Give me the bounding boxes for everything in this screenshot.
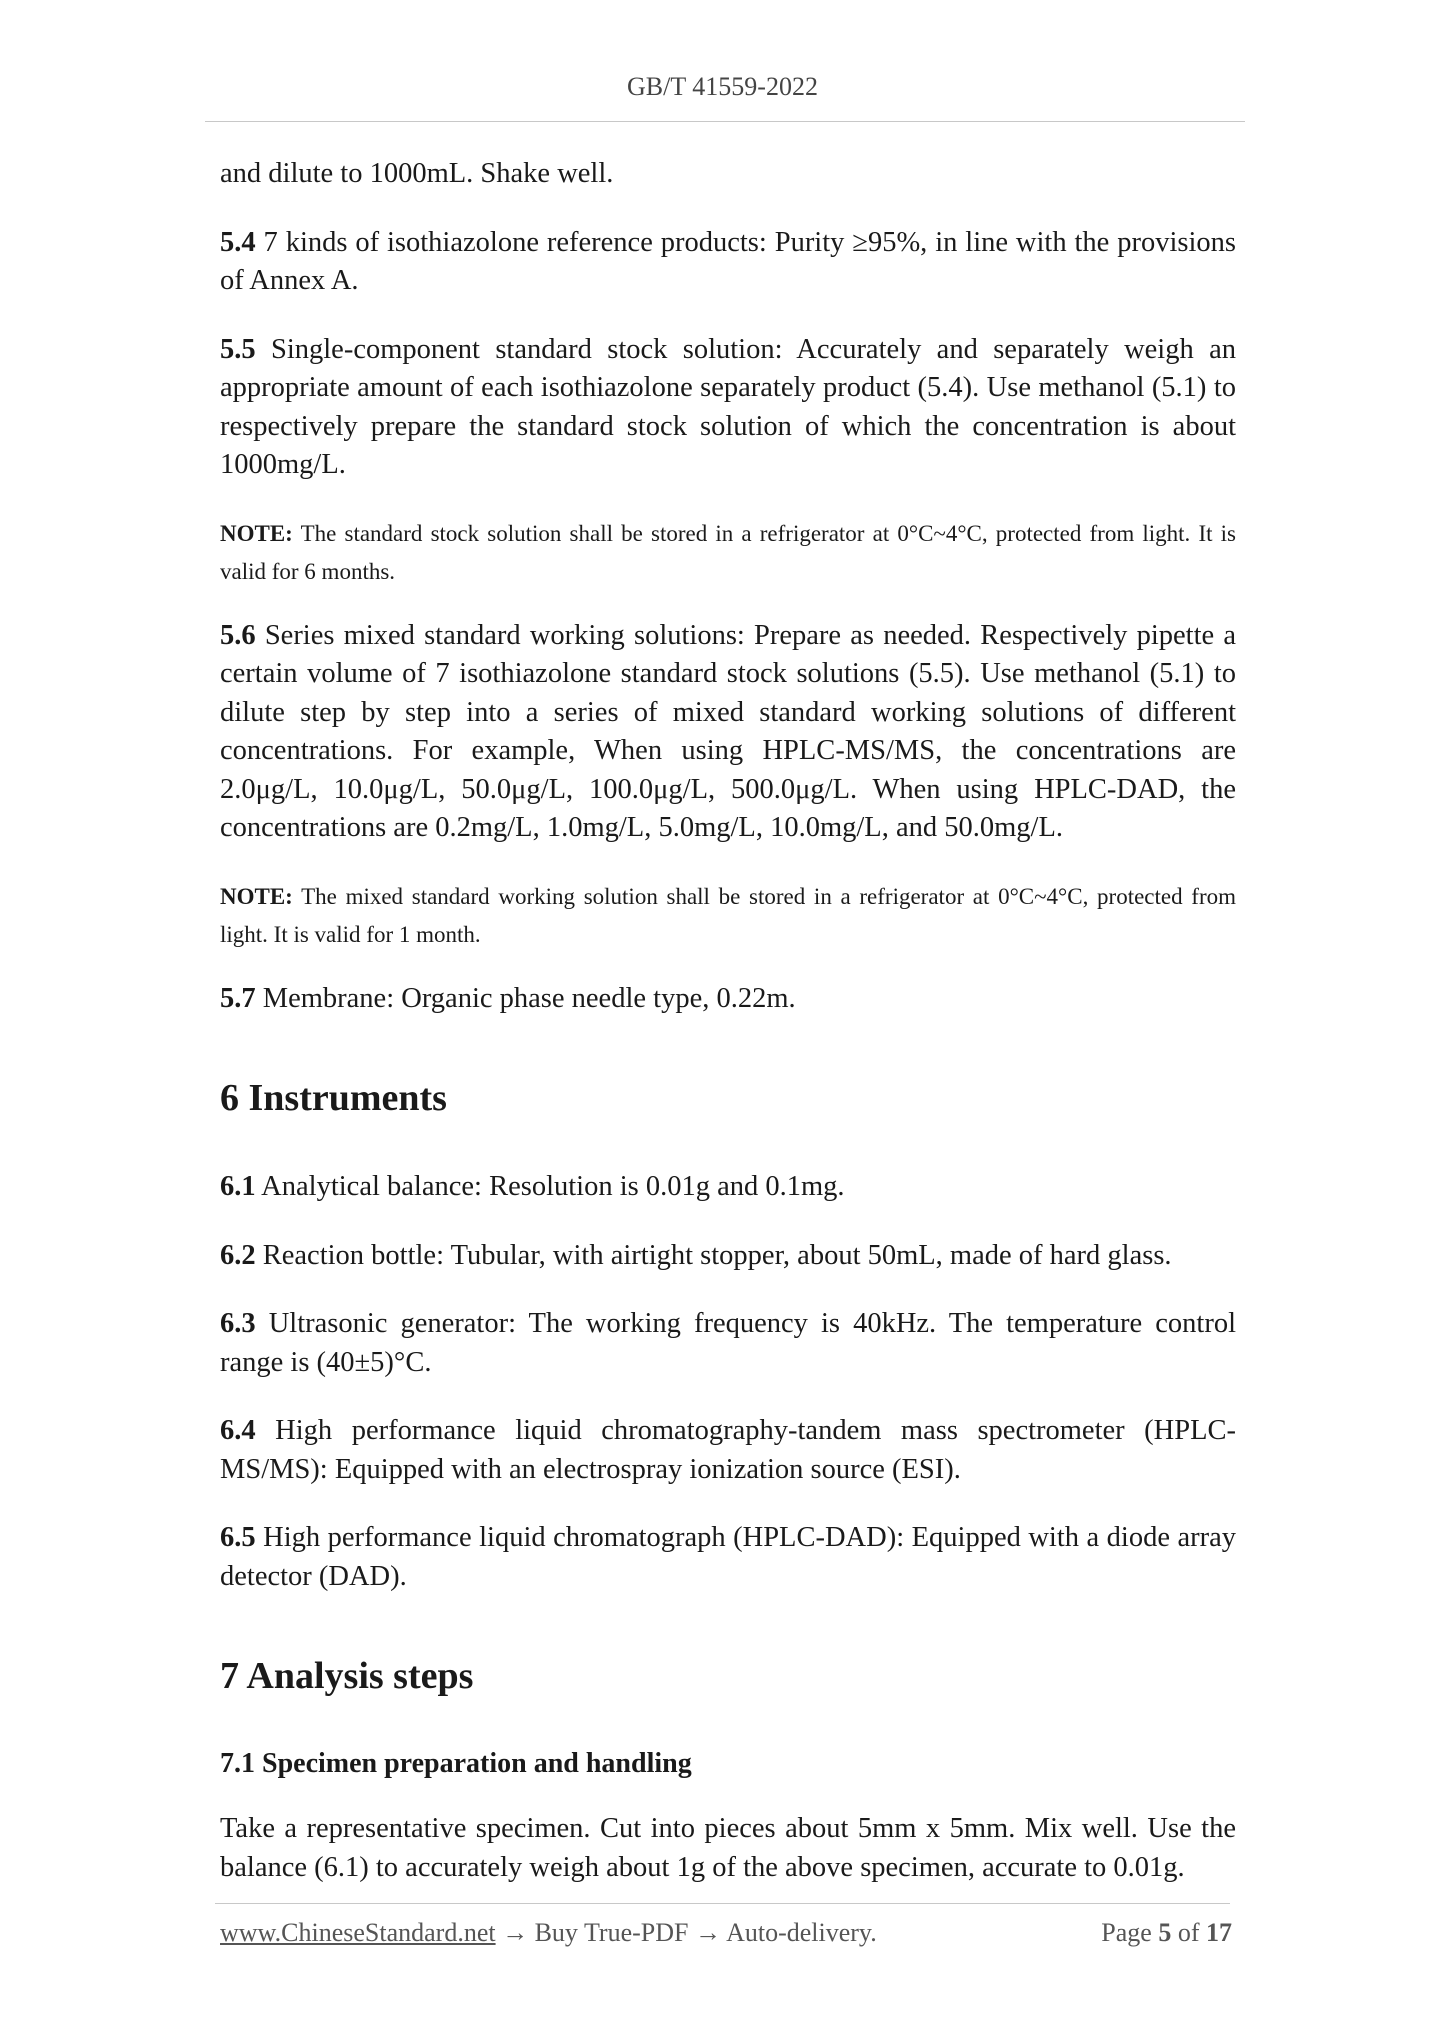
clause-text: Membrane: Organic phase needle type, 0.22m.	[255, 982, 796, 1014]
page-word: Page	[1101, 1918, 1152, 1947]
buy-pdf-text: Buy True-PDF	[534, 1918, 689, 1947]
clause-number: 5.4	[220, 226, 256, 258]
clause-text: Ultrasonic generator: The working frequency is 40kHz. The temperature control range is (40±5)°C.	[220, 1308, 1236, 1378]
clause-6-4	[220, 1412, 1236, 1489]
clause-text: Analytical balance: Resolution is 0.01g and 0.1mg.	[255, 1171, 845, 1202]
arrow-right-icon: →	[688, 1918, 727, 1947]
section-heading-instruments: 6 Instruments	[220, 1077, 447, 1119]
clause-5-5	[220, 331, 1236, 485]
paragraph-7-1: Take a representative specimen. Cut into pieces about 5mm x 5mm. Mix well. Use the balance (6.1) to accurately weigh about 1g of the above specimen, accurate to 0.01g.	[220, 1813, 1236, 1883]
note-working-solution	[220, 878, 1236, 954]
clause-number: 6.4	[220, 1415, 256, 1446]
clause-6-2	[220, 1237, 1236, 1276]
page-number	[1101, 1918, 1232, 1948]
clause-number: 6.3	[220, 1308, 256, 1339]
section-heading-analysis-steps: 7 Analysis steps	[220, 1655, 474, 1697]
clause-5-4	[220, 224, 1236, 301]
current-page: 5	[1158, 1918, 1172, 1947]
footer-promo	[220, 1918, 877, 1948]
clause-6-5	[220, 1519, 1236, 1596]
clause-number: 6.2	[220, 1239, 256, 1271]
website-link[interactable]: www.ChineseStandard.net	[220, 1918, 496, 1947]
clause-text: High performance liquid chromatograph (HPLC-DAD): Equipped with a diode array detector (DAD).	[220, 1522, 1236, 1592]
clause-5-6	[220, 617, 1236, 848]
auto-delivery-text: Auto-delivery.	[726, 1918, 877, 1947]
clause-text: High performance liquid chromatography-tandem mass spectrometer (HPLC-MS/MS): Equipped with an electrospray ionization source (ESI).	[220, 1415, 1236, 1485]
clause-number: 6.1	[220, 1171, 256, 1202]
clause-text: Series mixed standard working solutions: Prepare as needed. Respectively pipette a certain volume of 7 isothiazolone standard stock solutions (5.5). Use methanol (5.1) to dilute step by step into a series of mixed standard working solutions of different concentrations. For example, When using HPLC-MS/MS, the concentrations are 2.0μg/L, 10.0μg/L, 50.0μg/L, 100.0μg/L, 500.0μg/L. When using HPLC-DAD, the concentrations are 0.2mg/L, 1.0mg/L, 5.0mg/L, 10.0mg/L, and 50.0mg/L.	[220, 619, 1236, 843]
document-code: GB/T 41559-2022	[627, 72, 818, 101]
clause-6-1	[220, 1168, 1236, 1207]
footer-divider	[215, 1903, 1230, 1904]
note-stock-solution	[220, 515, 1236, 591]
clause-text: Single-component standard stock solution: Accurately and separately weigh an appropriate amount of each isothiazolone separately product (5.4). Use methanol (5.1) to respectively prepare the standard stock solution of which the concentration is about 1000mg/L.	[220, 333, 1236, 480]
clause-number: 6.5	[220, 1522, 256, 1553]
running-header	[0, 72, 1445, 102]
clause-text: Reaction bottle: Tubular, with airtight stopper, about 50mL, made of hard glass.	[255, 1239, 1172, 1271]
clause-6-3	[220, 1305, 1236, 1382]
clause-number: 5.5	[220, 333, 256, 365]
total-pages: 17	[1206, 1918, 1232, 1947]
clause-number: 5.6	[220, 619, 256, 651]
note-text: The standard stock solution shall be stored in a refrigerator at 0°C~4°C, protected from light. It is valid for 6 months.	[220, 520, 1236, 584]
arrow-right-icon: →	[495, 1918, 535, 1947]
note-label: NOTE:	[220, 520, 293, 546]
page-body	[220, 155, 1236, 1917]
subsection-heading-7-1: 7.1 Specimen preparation and handling	[220, 1748, 692, 1779]
clause-text: 7 kinds of isothiazolone reference products: Purity ≥95%, in line with the provisions of Annex A.	[220, 226, 1236, 296]
of-word: of	[1177, 1918, 1200, 1947]
header-divider	[205, 121, 1245, 122]
note-text: The mixed standard working solution shall be stored in a refrigerator at 0°C~4°C, protected from light. It is valid for 1 month.	[220, 883, 1236, 947]
clause-5-7	[220, 980, 1236, 1019]
note-label: NOTE:	[220, 883, 293, 909]
clause-number: 5.7	[220, 982, 256, 1014]
continued-paragraph: and dilute to 1000mL. Shake well.	[220, 158, 614, 189]
